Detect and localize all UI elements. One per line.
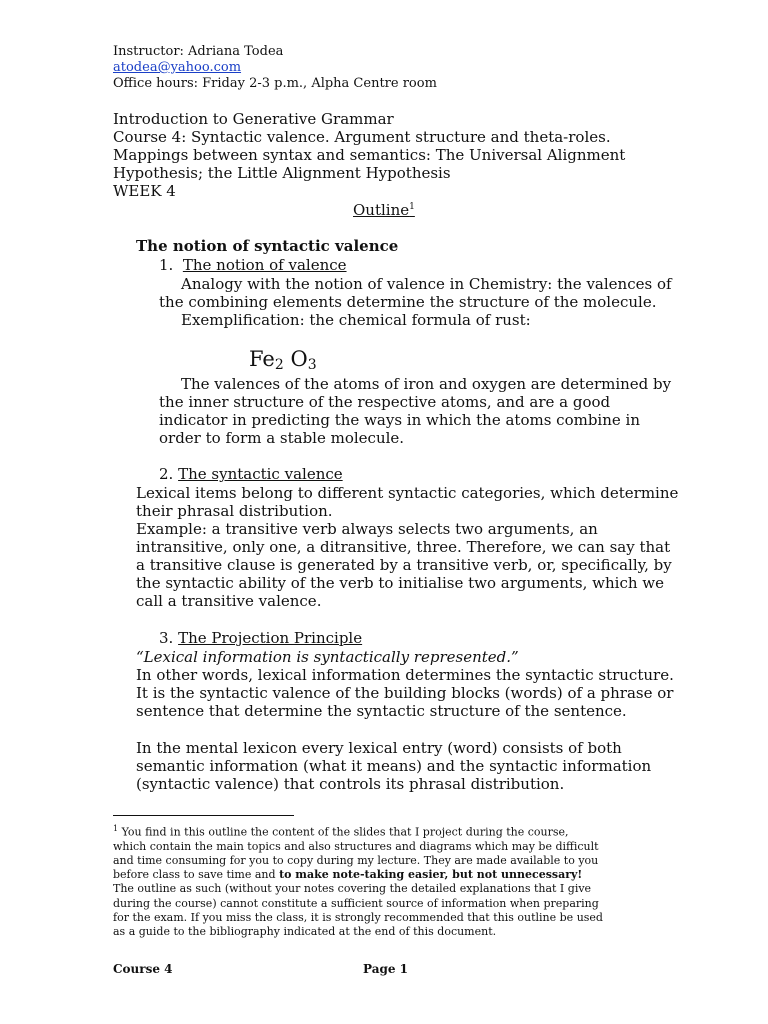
item-1-paragraph — [159, 275, 672, 329]
item-2-heading — [159, 465, 343, 483]
text-line: a transitive clause is generated by a transitive verb, or, specifically, by — [136, 556, 672, 574]
text-line: Lexical items belong to different syntactic categories, which determine — [136, 484, 679, 502]
chemical-formula — [249, 347, 317, 373]
footnote-marker[interactable]: 1 — [409, 202, 415, 212]
outline-title: Outline — [353, 201, 410, 219]
footnote-text: You find in this outline the content of the slides that I project during the course, — [118, 825, 569, 839]
course-subtitle: Course 4: Syntactic valence. Argument structure and theta-roles. — [113, 128, 611, 146]
instructor-line: Instructor: Adriana Todea — [113, 44, 284, 59]
text-line: indicator in predicting the ways in which the atoms combine in — [159, 411, 640, 429]
text-line: the syntactic ability of the verb to initialise two arguments, which we — [136, 574, 665, 592]
formula-element: O — [290, 347, 308, 371]
item-1-number: 1. — [159, 256, 174, 274]
footer-course: Course 4 — [113, 962, 173, 976]
text-line: In other words, lexical information determines the syntactic structure. — [136, 666, 674, 684]
item-3-title: The Projection Principle — [178, 629, 363, 647]
footnote-number: 1 — [113, 824, 119, 833]
text-line: sentence that determine the syntactic structure of the sentence. — [136, 702, 627, 720]
item-3-paragraph — [136, 648, 674, 720]
text-line: the inner structure of the respective atoms, and are a good — [159, 393, 611, 411]
text-line: The valences of the atoms of iron and oxygen are determined by — [181, 375, 672, 393]
email-line — [113, 60, 241, 76]
item-2-number: 2. — [159, 465, 174, 483]
section-heading: The notion of syntactic valence — [136, 237, 399, 255]
footnote-line: which contain the main topics and also structures and diagrams which may be difficult — [113, 839, 599, 853]
email-link[interactable]: atodea@yahoo.com — [113, 60, 242, 75]
text-line: the combining elements determine the structure of the molecule. — [159, 293, 657, 311]
course-info — [113, 110, 625, 200]
formula-subscript: 3 — [307, 357, 317, 373]
text-line: their phrasal distribution. — [136, 502, 333, 520]
footnote-line: as a guide to the bibliography indicated at the end of this document. — [113, 925, 497, 939]
office-hours-line: Office hours: Friday 2-3 p.m., Alpha Centre room — [113, 76, 437, 91]
item-2-title: The syntactic valence — [178, 465, 343, 483]
text-line: semantic information (what it means) and the syntactic information — [136, 757, 652, 775]
item-3-paragraph-2 — [136, 739, 651, 793]
item-1-title: The notion of valence — [182, 256, 347, 274]
item-3-number: 3. — [159, 629, 174, 647]
item-1-explanation — [159, 375, 671, 447]
footnote-line: and time consuming for you to copy during my lecture. They are made available to you — [113, 854, 599, 868]
footnote-line — [113, 868, 603, 882]
item-3-heading — [159, 629, 362, 647]
course-subtitle-3: Hypothesis; the Little Alignment Hypothesis — [113, 164, 451, 182]
footnote — [113, 822, 603, 939]
footnote-line — [113, 822, 603, 840]
text-line: Exemplification: the chemical formula of rust: — [181, 311, 531, 329]
formula-element: Fe — [249, 347, 275, 371]
text-line: Example: a transitive verb always selects two arguments, an — [136, 520, 598, 538]
text-line: In the mental lexicon every lexical entry (word) consists of both — [136, 739, 622, 757]
outline-heading — [353, 201, 415, 219]
footnote-emphasis: to make note-taking easier, but not unnecessary! — [279, 868, 583, 882]
footnote-line: during the course) cannot constitute a sufficient source of information when preparing — [113, 896, 599, 910]
text-line: order to form a stable molecule. — [159, 429, 405, 447]
course-subtitle-2: Mappings between syntax and semantics: The Universal Alignment — [113, 146, 626, 164]
text-line: It is the syntactic valence of the building blocks (words) of a phrase or — [136, 684, 674, 702]
projection-quote: “Lexical information is syntactically represented.” — [136, 648, 519, 666]
footer-page-number: Page 1 — [363, 962, 409, 976]
course-title: Introduction to Generative Grammar — [113, 110, 394, 128]
week-label: WEEK 4 — [113, 182, 176, 200]
footnote-text: before class to save time and — [113, 868, 280, 882]
footnote-line: The outline as such (without your notes covering the detailed explanations that I give — [113, 882, 592, 896]
text-line: intransitive, only one, a ditransitive, three. Therefore, we can say that — [136, 538, 671, 556]
item-2-paragraph — [136, 484, 678, 610]
text-line: (syntactic valence) that controls its phrasal distribution. — [136, 775, 565, 793]
item-1-heading — [159, 256, 347, 274]
formula-subscript: 2 — [274, 357, 284, 373]
text-line: Analogy with the notion of valence in Chemistry: the valences of — [181, 275, 672, 293]
text-line: call a transitive valence. — [136, 592, 322, 610]
footnote-line: for the exam. If you miss the class, it is strongly recommended that this outline be used — [113, 910, 603, 924]
footnote-divider — [113, 815, 294, 816]
